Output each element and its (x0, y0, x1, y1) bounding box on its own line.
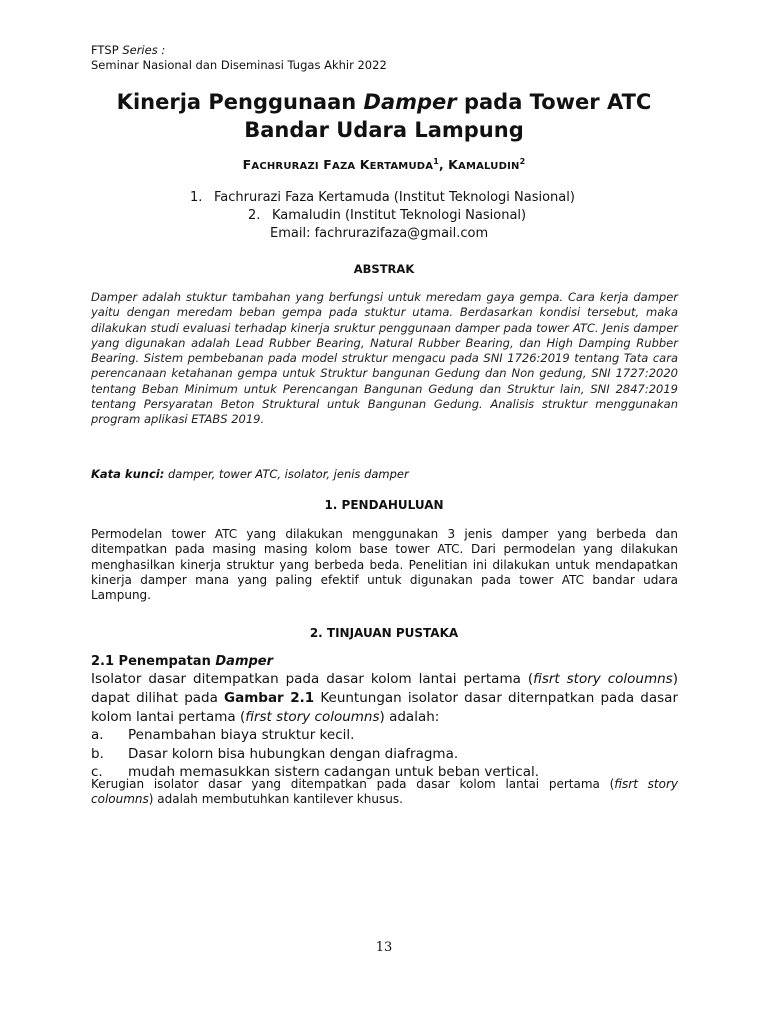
author-separator: , (438, 158, 444, 172)
advantages-list (91, 726, 539, 782)
affiliation-text: Kamaludin (Institut Teknologi Nasional) (272, 208, 527, 223)
seminar-line: Seminar Nasional dan Diseminasi Tugas Akhir 2022 (91, 58, 387, 72)
affiliations (190, 189, 575, 243)
subsection-2-1-heading (91, 654, 273, 669)
keywords-line (91, 467, 409, 481)
title-part-1: Kinerja Penggunaan (116, 90, 357, 114)
page-number: 13 (375, 940, 393, 955)
list-item (91, 745, 539, 764)
series-label: FTSP (91, 43, 119, 57)
figure-reference: Gambar 2.1 (224, 690, 315, 706)
title-line-2: Bandar Udara Lampung (244, 118, 524, 142)
text-run: Kerugian isolator dasar yang ditempatkan pada dasar kolom lantai pertama ( (91, 777, 615, 791)
title-part-2: Damper (363, 90, 457, 114)
subsection-paragraph-1 (91, 670, 678, 727)
list-text: Dasar kolorn bisa hubungkan dengan diafragma. (128, 745, 459, 762)
affiliation-2 (248, 207, 575, 225)
text-run: ) adalah: (379, 709, 440, 725)
keywords-label: Kata kunci: (91, 467, 165, 481)
keywords-text: damper, tower ATC, isolator, jenis damper (167, 467, 409, 481)
abstract-text: Damper adalah stuktur tambahan yang berfungsi untuk meredam gaya gempa. Cara kerja damper yaitu dengan meredam beban gempa pada stuktur utama. Berdasarkan kondisi tersebut, maka dilakukan studi evaluasi terhadap kinerja sruktur penggunaan damper pada tower ATC. Jenis damper yang digunakan adalah Lead Rubber Bearing, Natural Rubber Bearing, dan High Damping Rubber Bearing. Sistem pembebanan pada model struktur mengacu pada SNI 1726:2019 tentang Tata cara perencanaan ketahanan gempa untuk Struktur bangunan Gedung dan Non gedung, SNI 1727:2020 tentang Beban Minimum untuk Perencangan Bangunan Gedung dan Struktur lain, SNI 2847:2019 tentang Persyaratan Beton Struktural untuk Bangunan Gedung. Analisis struktur menggunakan program aplikasi ETABS 2019. (91, 290, 678, 427)
author1-initial: F (242, 157, 252, 172)
author1-mid-name: AZA (332, 161, 356, 172)
text-run: ) dapat dilihat pada (91, 671, 679, 706)
italic-run: fisrt story coloumns (533, 671, 673, 687)
list-marker: b. (91, 745, 104, 762)
author1-last-initial: K (359, 157, 370, 172)
author1-mid-initial: F (323, 157, 332, 172)
text-run: Keuntungan isolator dasar diternpatkan pada dasar kolom lantai pertama ( (91, 690, 678, 725)
authors-line (60, 157, 708, 172)
series-line (91, 43, 387, 58)
subsection-paragraph-2 (91, 777, 678, 808)
series-italic: Series : (122, 43, 166, 57)
affiliation-number: 1. (190, 190, 203, 205)
text-run: ) adalah membutuhkan kantilever khusus. (148, 792, 403, 807)
author2-initial: K (448, 157, 459, 172)
list-item (91, 726, 539, 745)
author1-affil-sup: 1 (433, 157, 439, 166)
subsection-italic: Damper (215, 654, 274, 669)
affiliation-text: Fachrurazi Faza Kertamuda (Institut Teknologi Nasional) (214, 190, 575, 205)
paper-title (60, 88, 708, 144)
running-header (91, 43, 387, 73)
list-text: Penambahan biaya struktur kecil. (128, 727, 355, 743)
section-1-paragraph: Permodelan tower ATC yang dilakukan menggunakan 3 jenis damper yang berbeda dan ditempatkan pada masing masing kolom base tower ATC. Dari permodelan yang dilakukan menghasilkan kinerja struktur yang berbeda beda. Penelitian ini dilakukan untuk mendapatkan kinerja damper mana yang paling efektif untuk digunakan pada tower ATC bandar udara Lampung. (91, 527, 678, 603)
author-email: Email: fachrurazifaza@gmail.com (270, 226, 489, 241)
affiliation-number: 2. (248, 208, 261, 223)
list-text: mudah memasukkan sistern cadangan untuk beban vertical. (128, 764, 540, 780)
title-part-3: pada Tower ATC (463, 90, 652, 114)
affiliation-1 (190, 189, 575, 207)
author2-name: AMALUDIN (458, 161, 520, 172)
italic-run: fisrt story coloumns (91, 777, 678, 807)
abstract-heading: ABSTRAK (353, 262, 415, 276)
section-2-heading: 2. TINJAUAN PUSTAKA (309, 626, 459, 640)
italic-run: first story coloumns (245, 709, 380, 725)
list-marker: a. (91, 727, 104, 743)
subsection-prefix: 2.1 Penempatan (91, 654, 211, 669)
author1-first-name: ACHRURAZI (251, 161, 319, 172)
author2-affil-sup: 2 (519, 157, 526, 166)
text-run: Isolator dasar ditempatkan pada dasar kolom lantai pertama ( (91, 671, 534, 687)
author1-last-name: ERTAMUDA (369, 161, 434, 172)
section-1-heading: 1. PENDAHULUAN (324, 498, 444, 512)
title-line-1 (60, 88, 708, 116)
list-marker: c. (91, 764, 103, 780)
